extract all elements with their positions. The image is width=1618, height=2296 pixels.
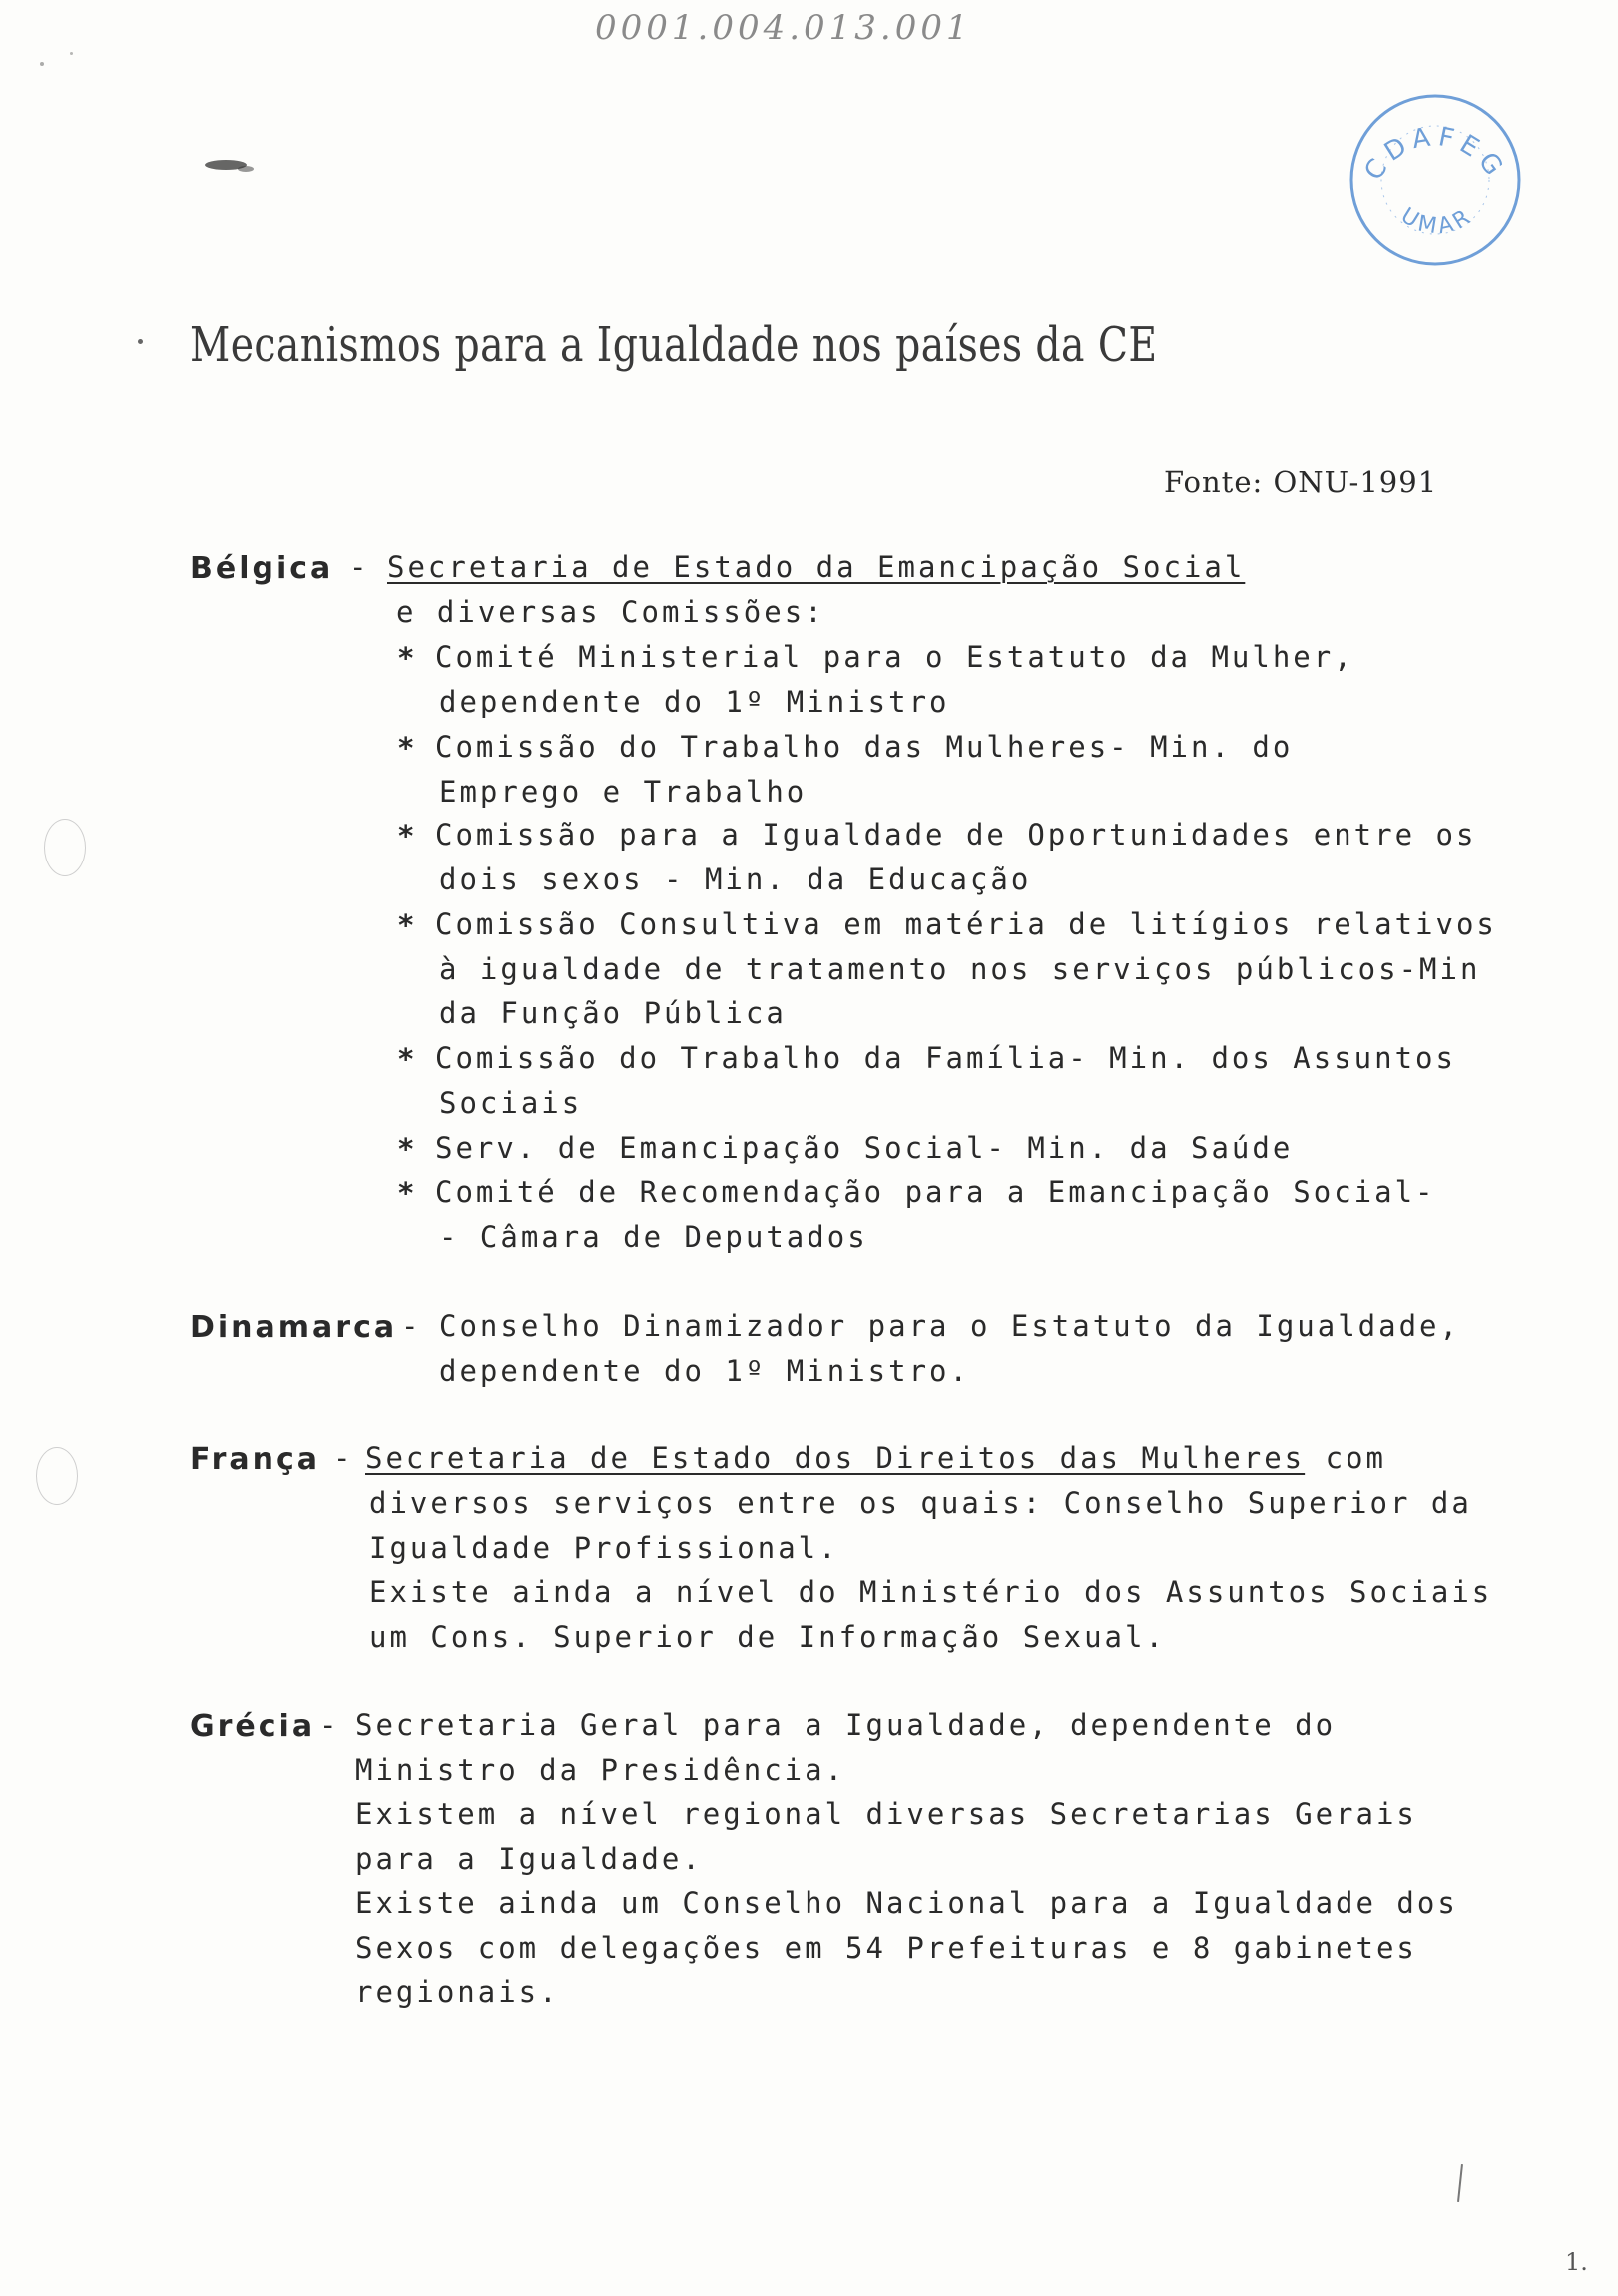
cdafeg-stamp bbox=[1348, 92, 1523, 268]
country-belgica: Bélgica bbox=[190, 551, 334, 586]
belgica-item-2-line-2: Emprego e Trabalho bbox=[439, 775, 808, 809]
svg-text:CDAFEG: CDAFEG bbox=[1358, 121, 1512, 187]
grecia-line-5: Existe ainda um Conselho Nacional para a Igualdade dos bbox=[355, 1886, 1458, 1920]
source-citation: Fonte: ONU-1991 bbox=[1164, 465, 1438, 499]
punch-hole bbox=[36, 1447, 78, 1505]
country-separator: - bbox=[319, 1708, 337, 1742]
grecia-line-2: Ministro da Presidência. bbox=[355, 1753, 846, 1787]
country-dinamarca: Dinamarca bbox=[190, 1310, 398, 1345]
grecia-line-1: Secretaria Geral para a Igualdade, dependente do bbox=[355, 1708, 1337, 1742]
franca-line-3: Igualdade Profissional. bbox=[369, 1531, 839, 1565]
list-bullet: * bbox=[397, 819, 415, 853]
belgica-item-6-line-1: Serv. de Emancipação Social- Min. da Saúde bbox=[435, 1131, 1294, 1165]
ink-speck bbox=[40, 62, 44, 66]
list-bullet: * bbox=[397, 641, 415, 675]
dinamarca-line-1: Conselho Dinamizador para o Estatuto da Igualdade, bbox=[439, 1309, 1460, 1343]
belgica-item-5-line-1: Comissão do Trabalho da Família- Min. dos Assuntos bbox=[435, 1041, 1456, 1075]
country-separator: - bbox=[401, 1309, 419, 1343]
country-separator: - bbox=[333, 1441, 351, 1475]
list-bullet: * bbox=[397, 908, 415, 942]
belgica-item-1-line-2: dependente do 1º Ministro bbox=[439, 685, 950, 719]
ink-smudge bbox=[238, 166, 254, 172]
list-bullet: * bbox=[397, 1176, 415, 1210]
belgica-item-1-line-1: Comité Ministerial para o Estatuto da Mulher, bbox=[435, 640, 1354, 674]
svg-text:UMAR: UMAR bbox=[1396, 203, 1478, 240]
grecia-line-3: Existem a nível regional diversas Secretarias Gerais bbox=[355, 1797, 1417, 1831]
franca-line-1-rest: com bbox=[1305, 1441, 1386, 1475]
grecia-line-6: Sexos com delegações em 54 Prefeituras e 8 gabinetes bbox=[355, 1931, 1417, 1965]
page-number: 1. bbox=[1565, 2248, 1588, 2276]
franca-line-2: diversos serviços entre os quais: Conselho Superior da bbox=[369, 1486, 1472, 1520]
franca-secretaria-underlined: Secretaria de Estado dos Direitos das Mulheres bbox=[365, 1441, 1306, 1475]
belgica-item-2-line-1: Comissão do Trabalho das Mulheres- Min. do bbox=[435, 730, 1294, 764]
list-bullet: * bbox=[397, 731, 415, 765]
ink-speck bbox=[70, 52, 73, 55]
belgica-item-7-line-2: - Câmara de Deputados bbox=[439, 1220, 868, 1254]
franca-line-4: Existe ainda a nível do Ministério dos Assuntos Sociais bbox=[369, 1575, 1493, 1609]
archive-reference-number: 0001.004.013.001 bbox=[595, 8, 972, 48]
franca-line-5: um Cons. Superior de Informação Sexual. bbox=[369, 1620, 1166, 1654]
document-title: Mecanismos para a Igualdade nos países da CE bbox=[190, 317, 1158, 373]
franca-line-1 bbox=[365, 1441, 1386, 1475]
dinamarca-line-2: dependente do 1º Ministro. bbox=[439, 1354, 970, 1388]
belgica-item-3-line-2: dois sexos - Min. da Educação bbox=[439, 862, 1032, 896]
belgica-item-7-line-1: Comité de Recomendação para a Emancipação Social- bbox=[435, 1175, 1436, 1209]
belgica-item-3-line-1: Comissão para a Igualdade de Oportunidades entre os bbox=[435, 818, 1477, 852]
country-franca: França bbox=[190, 1442, 320, 1477]
grecia-line-4: para a Igualdade. bbox=[355, 1842, 703, 1876]
belgica-item-4-line-1: Comissão Consultiva em matéria de litígios relativos bbox=[435, 907, 1497, 941]
list-bullet: * bbox=[397, 1042, 415, 1076]
belgica-item-4-line-2: à igualdade de tratamento nos serviços públicos-Min bbox=[439, 952, 1481, 986]
belgica-item-4-line-3: da Função Pública bbox=[439, 996, 787, 1030]
grecia-line-7: regionais. bbox=[355, 1975, 560, 2009]
belgica-line-1: Secretaria de Estado da Emancipação Social bbox=[387, 550, 1246, 584]
belgica-item-5-line-2: Sociais bbox=[439, 1086, 583, 1120]
belgica-line-2: e diversas Comissões: bbox=[396, 595, 825, 629]
country-grecia: Grécia bbox=[190, 1709, 316, 1744]
punch-hole bbox=[44, 819, 86, 876]
title-dot bbox=[138, 339, 143, 344]
list-bullet: * bbox=[397, 1132, 415, 1166]
pencil-mark bbox=[1457, 2164, 1463, 2202]
country-separator: - bbox=[349, 550, 367, 584]
